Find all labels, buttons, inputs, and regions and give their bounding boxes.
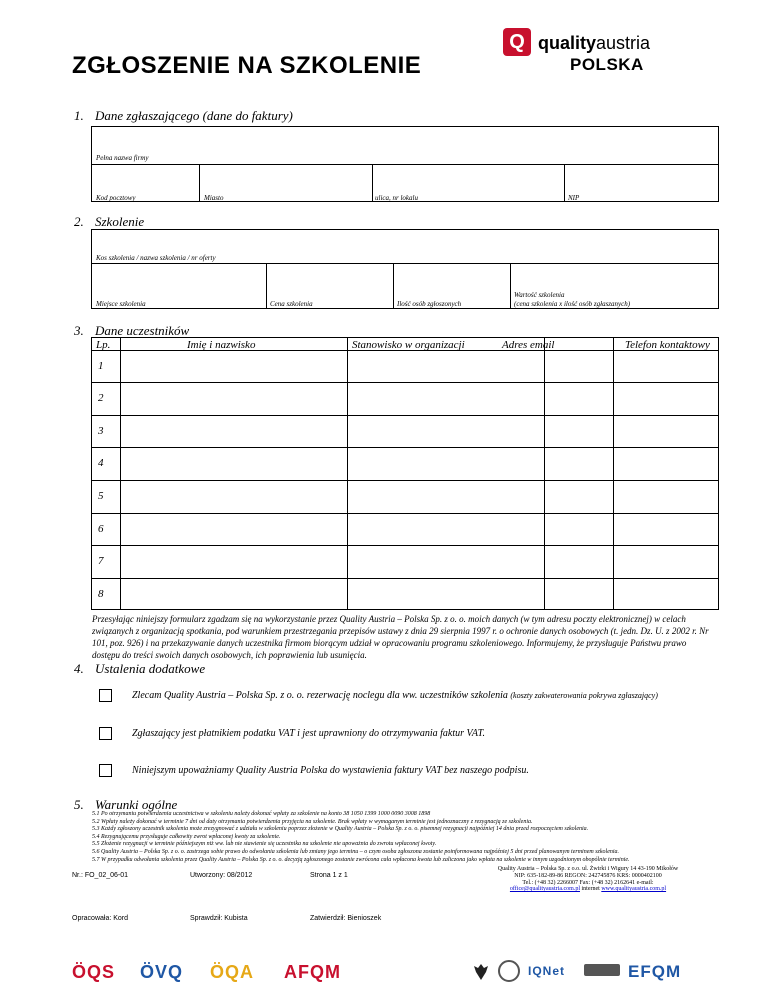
label-value-2: (cena szkolenia x ilość osób zgłaszanych): [514, 300, 631, 308]
general-terms: [92, 811, 712, 864]
vat-payer-checkbox[interactable]: [99, 727, 112, 740]
label-nip: NIP: [568, 194, 580, 202]
member-badge-icon: [584, 964, 620, 976]
participants-table: [91, 337, 719, 610]
logo-q-icon: Q: [509, 30, 525, 53]
section5-title: Warunki ogólne: [95, 797, 178, 812]
term-item: 5.1 Po otrzymaniu potwierdzenia uczestnictwa w szkoleniu należy dokonać wpłaty za szkolenie na konto 38 1050 1399 1000 0090 3008 1898: [92, 811, 431, 817]
term-item: 5.4 Rezygnującemu przysługuje całkowity zwrot wpłaconej kwoty za szkolenie.: [92, 833, 281, 840]
section4-number: 4.: [74, 661, 84, 676]
footer-created: Utworzony: 08/2012: [190, 872, 253, 879]
footer-checked: Sprawdził: Kubista: [190, 915, 248, 922]
data-consent-text: Przesyłając niniejszy formularz zgadzam się na wykorzystanie przez Quality Austria – Polska Sp. z o. o. moich danych (w tym adresu poczty elektronicznej) w celach związanych z organizacją spotkania, pod warunkiem przestrzegania przepisów ustawy z dnia 29 sierpnia 1997 r. o ochronie danych osobowych (t. jedn. Dz. U. z 2002 r. Nr 101, poz. 926) i na przekazywanie danych uczestnika firmom biorącym udział w opracowaniu programu szkoleniowego. Informujemy, że przysługuje Państwu prawo dostępu do treści swoich danych osobowych, ich poprawienia lub usunięcia.: [92, 614, 709, 660]
footer-doc-number: Nr.: FO_02_06-01: [72, 872, 129, 879]
term-item: 5.5 Złożenie rezygnacji w terminie późniejszym niż ww. lub nie stawienie się uczestnika na szkolenie nie upoważnia do zwrotu wpłaconej kwoty.: [92, 841, 437, 848]
col-header-phone: Telefon kontaktowy: [625, 339, 710, 351]
label-city: Miasto: [204, 194, 224, 202]
table-row-number: 1: [98, 360, 104, 372]
page-title: ZGŁOSZENIE NA SZKOLENIE: [72, 52, 422, 79]
label-price: Cena szkolenia: [270, 300, 313, 308]
footer-page: Strona 1 z 1: [310, 872, 348, 879]
table-row-number: 3: [98, 425, 104, 437]
table-row-number: 8: [98, 588, 104, 600]
vat-payer-option-label: Zgłaszający jest płatnikiem podatku VAT i jest uprawniony do otrzymywania faktur VAT.: [132, 728, 485, 739]
label-place: Miejsce szkolenia: [96, 300, 146, 308]
table-row-number: 5: [98, 490, 104, 502]
accreditation-seal-icon: [498, 960, 520, 982]
label-company: Pełna nazwa firmy: [96, 154, 149, 162]
invoice-authorization-option-label: Niniejszym upoważniamy Quality Austria Polska do wystawienia faktury VAT bez naszego podpisu.: [132, 765, 529, 776]
participant-rows-input-area[interactable]: [121, 351, 718, 609]
company-field[interactable]: [92, 127, 718, 164]
term-item: 5.2 Wpłaty należy dokonać w terminie 7 dni od daty otrzymania potwierdzenia przyjęcia na szkolenie. Brak wpłaty w wymaganym terminie jest jednoznaczny z rezygnacją ze szkolenia.: [92, 818, 533, 825]
table-row-number: 4: [98, 457, 104, 469]
term-item: 5.3 Każdy zgłoszony uczestnik szkolenia może zrezygnować z udziału w szkoleniu poprzez złożenie w Quality Austria – Polska Sp. z o. o. pisemnej rezygnacji najpóźniej 14 dnia przed rozpoczęciem szkolenia.: [92, 826, 589, 833]
section4-title: Ustalenia dodatkowe: [95, 661, 206, 676]
section2-title: Szkolenie: [95, 214, 145, 229]
ovq-logo: ÖVQ: [140, 962, 184, 982]
iqnet-logo: IQNet: [528, 964, 566, 978]
accommodation-checkbox[interactable]: [99, 689, 112, 702]
invoice-authorization-checkbox[interactable]: [99, 764, 112, 777]
section1-form: [91, 126, 719, 202]
label-value-1: Wartość szkolenia: [514, 291, 565, 299]
term-item: 5.7 W przypadku odwołania szkolenia przez Quality Austria – Polska Sp. z o. o. decyzją zgłoszonego zostanie zwrócona cała wpłacona kwota lub zaliczona jako wpłata na szkolenie w innym uzgodnionym obopólnie terminie.: [92, 856, 630, 863]
oqa-logo: ÖQA: [210, 962, 255, 982]
austrian-eagle-icon: [472, 962, 490, 982]
label-count: Ilość osób zgłoszonych: [397, 300, 462, 308]
col-header-email: Adres email: [502, 339, 555, 351]
afqm-logo: AFQM: [284, 962, 341, 982]
logo-country: POLSKA: [570, 55, 644, 74]
email-link[interactable]: office@qualityaustria.com.pl: [509, 886, 580, 893]
nip-field[interactable]: [565, 165, 718, 201]
col-header-lp: Lp.: [96, 339, 111, 351]
website-link[interactable]: www.qualityaustria.com.pl: [601, 886, 667, 893]
table-row-number: 7: [98, 555, 104, 567]
accommodation-option-label: Zlecam Quality Austria – Polska Sp. z o. o. rezerwację noclegu dla ww. uczestników szkolenia (koszty zakwaterowania pokrywa zgłaszający): [132, 690, 658, 701]
footer-prepared: Opracowała: Kord: [72, 915, 129, 922]
label-street: ulica, nr lokalu: [375, 194, 418, 202]
city-field[interactable]: [200, 165, 372, 201]
label-course: Kos szkolenia / nazwa szkolenia / nr oferty: [96, 254, 216, 262]
label-postcode: Kod pocztowy: [96, 194, 136, 202]
section1-title: Dane zgłaszającego (dane do faktury): [95, 108, 293, 123]
section3-title: Dane uczestników: [95, 323, 190, 338]
section2-number: 2.: [74, 214, 84, 229]
col-header-position: Stanowisko w organizacji: [352, 339, 465, 351]
section2-form: [91, 229, 719, 309]
section3-number: 3.: [74, 323, 84, 338]
col-header-name: Imię i nazwisko: [187, 339, 256, 351]
logo-wordmark: qualityaustria: [538, 33, 651, 53]
footer-approved: Zatwierdził: Bienioszek: [310, 915, 382, 922]
footer-address: Quality Austria – Polska Sp. z o.o. ul. Żwirki i Wigury 14 43-190 Mikołów NIP: 635-182-89-86 REGON: 242745876 KRS: 0000402100 Tel.: (+48 32) 2266007 Fax: (+48 32) 2162641 e-mail: office@qualityaustria.com.pl internet www.qualityaustria.com.pl: [497, 866, 679, 893]
oqs-logo: ÖQS: [72, 962, 116, 982]
efqm-logo: EFQM: [628, 962, 682, 981]
section1-number: 1.: [74, 108, 84, 123]
section5-number: 5.: [74, 797, 84, 812]
term-item: 5.6 Quality Austria – Polska Sp. z o. o. zastrzega sobie prawo do odwołania szkolenia lub zmiany jego terminu – o czym osoba zgłoszona zostanie poinformowana najpóźniej 5 dni przed planowanym terminem szkolenia.: [92, 848, 620, 855]
table-row-number: 2: [98, 392, 104, 404]
table-row-number: 6: [98, 523, 104, 535]
